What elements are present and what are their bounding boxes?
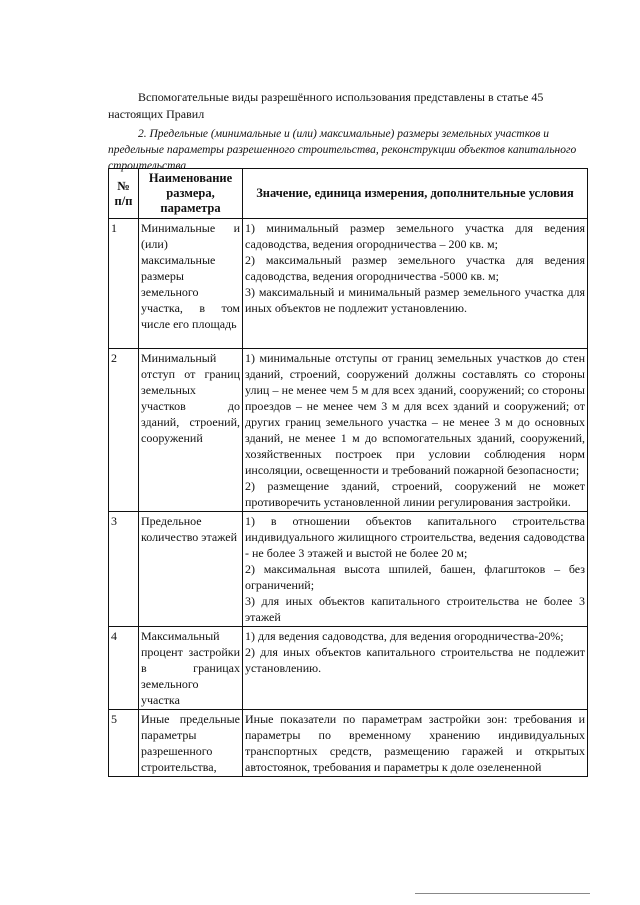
header-value: Значение, единица измерения, дополнительные условия — [243, 169, 588, 219]
table-row — [109, 710, 588, 777]
row-num: 1 — [109, 219, 139, 349]
row-num: 2 — [109, 349, 139, 512]
value-item: 2) максимальная высота шпилей, башен, флагштоков – без ограничений; — [245, 562, 585, 592]
value-item: 2) для иных объектов капитального строительства не подлежит установлению. — [245, 645, 585, 675]
value-item: 2) максимальный размер земельного участка для ведения садоводства, ведения огородничества -5000 кв. м; — [245, 253, 585, 283]
parameters-table — [108, 168, 588, 777]
table-header-row — [109, 169, 588, 219]
section-title: 2. Предельные (минимальные и (или) максимальные) размеры земельных участков и предельные параметры разрешенного строительства, реконструкции объектов капитального строительства — [108, 127, 577, 172]
page-bottom-rule — [415, 893, 590, 894]
intro-paragraph: Вспомогательные виды разрешённого использования представлены в статье 45 настоящих Правил — [108, 90, 544, 121]
row-value — [243, 349, 588, 512]
row-name: Предельное количество этажей — [139, 512, 243, 627]
row-num: 4 — [109, 627, 139, 710]
row-value — [243, 512, 588, 627]
value-item: 2) размещение зданий, строений, сооружений не может противоречить установленной линии регулирования застройки. — [245, 479, 585, 509]
value-item: 1) в отношении объектов капитального строительства индивидуального жилищного строительства, ведения садоводства - не более 3 этажей и выстой не более 20 м; — [245, 514, 585, 560]
table-row — [109, 349, 588, 512]
row-value — [243, 219, 588, 349]
header-num: № п/п — [109, 169, 139, 219]
value-item: 1) для ведения садоводства, для ведения огородничества-20%; — [245, 629, 564, 643]
table-row — [109, 219, 588, 349]
value-item: 1) минимальный размер земельного участка для ведения садоводства, ведения огородничества – 200 кв. м; — [245, 221, 585, 251]
value-item: 3) для иных объектов капитального строительства не более 3 этажей — [245, 594, 585, 624]
row-num: 3 — [109, 512, 139, 627]
row-name: Максимальный процент застройки в границах земельного участка — [139, 627, 243, 710]
table-row — [109, 512, 588, 627]
row-name: Иные предельные параметры разрешенного строительства, — [139, 710, 243, 777]
header-name: Наименование размера, параметра — [139, 169, 243, 219]
value-item: Иные показатели по параметрам застройки зон: требования и параметры по временному хранению индивидуальных транспортных средств, размещению гаражей и открытых автостоянок, требования и параметры к доле озелененной — [245, 712, 585, 774]
row-name: Минимальный отступ от границ земельных участков до зданий, строений, сооружений — [139, 349, 243, 512]
value-item: 3) максимальный и минимальный размер земельного участка для иных объектов не подлежит установлению. — [245, 285, 585, 315]
row-value — [243, 710, 588, 777]
table-row — [109, 627, 588, 710]
row-num: 5 — [109, 710, 139, 777]
value-item: 1) минимальные отступы от границ земельных участков до стен зданий, строений, сооружений должны составлять со стороны улиц – не менее чем 5 м для всех зданий, сооружений; со стороны проездов – не менее чем 3 м для всех зданий и сооружений; от других границ земельного участка – не менее 3 м до основных зданий, не менее 1 м до вспомогательных зданий, сооружений, хозяйственных построек при условии соблюдения норм инсоляции, освещенности и требований пожарной безопасности; — [245, 351, 585, 477]
row-value — [243, 627, 588, 710]
row-name: Минимальные и (или) максимальные размеры земельного участка, в том числе его площадь — [139, 219, 243, 349]
